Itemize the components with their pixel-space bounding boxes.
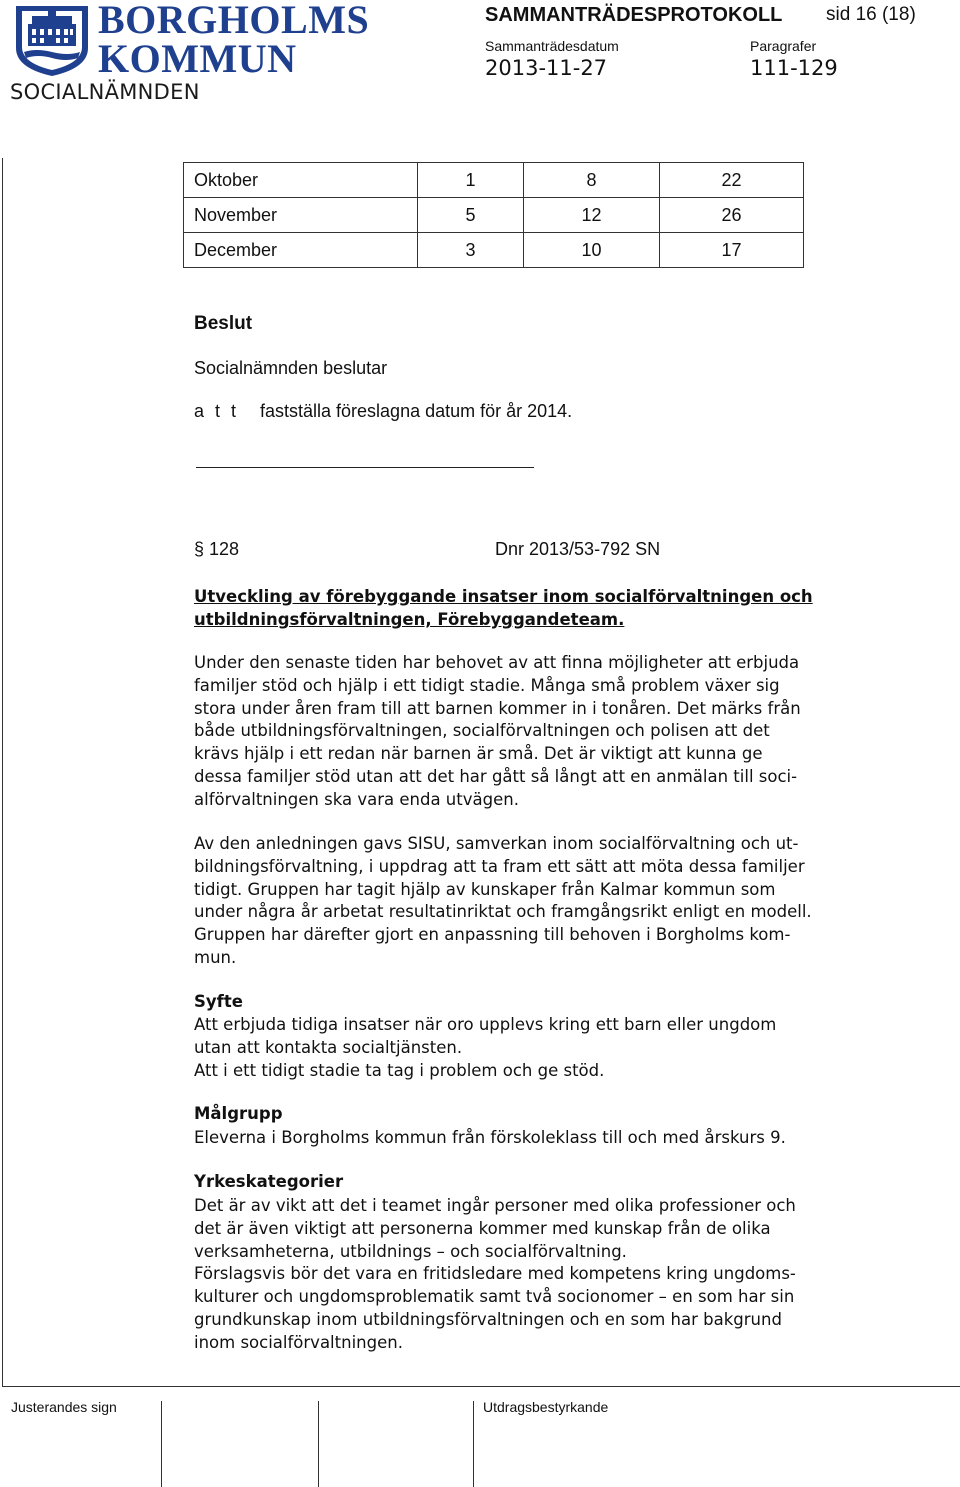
- assignment-paragraph: [194, 833, 910, 970]
- text-line: Att erbjuda tidiga insatser när oro upplevs kring ett barn eller ungdom: [194, 1015, 777, 1034]
- logo-name-line1: BORGHOLMS: [98, 0, 370, 42]
- text-line: grundkunskap inom utbildningsförvaltningen och en som har bakgrund: [194, 1309, 782, 1329]
- meeting-dates-table: [183, 162, 804, 268]
- text-line: mun.: [194, 947, 237, 967]
- text-line: familjer stöd och hjälp i ett tidigt stadie. Många små problem växer sig: [194, 675, 780, 695]
- month-cell: December: [184, 233, 418, 268]
- paragraphs-label: Paragrafer: [750, 38, 817, 54]
- page-frame-left: [2, 158, 3, 1386]
- background-paragraph: [194, 652, 910, 812]
- text-line: tidigt. Gruppen har tagit hjälp av kunskaper från Kalmar kommun som: [194, 879, 776, 899]
- meeting-date-label: Sammanträdesdatum: [485, 38, 619, 54]
- signature-field-divider: [473, 1401, 474, 1487]
- section-divider: [196, 467, 534, 468]
- decision-text: fastställa föreslagna datum för år 2014.: [260, 401, 573, 421]
- text-line: kulturer och ungdomsproblematik samt två socionomer – en som har sin: [194, 1287, 795, 1307]
- text-line: alförvaltningen ska vara enda utvägen.: [194, 789, 519, 809]
- meeting-date-value: 2013-11-27: [485, 56, 608, 80]
- text-line: Att i ett tidigt stadie ta tag i problem och ge stöd.: [194, 1060, 605, 1080]
- text-line: krävs hjälp i ett redan när barnen är små. Det är viktigt att kunna ge: [194, 744, 763, 764]
- decision-subject: Socialnämnden beslutar: [194, 358, 388, 378]
- day-cell: 22: [660, 163, 804, 198]
- page-frame-bottom: [2, 1386, 960, 1387]
- day-cell: 3: [418, 233, 524, 268]
- target-group-heading: Målgrupp: [194, 1104, 283, 1123]
- document-title: SAMMANTRÄDESPROTOKOLL: [485, 4, 783, 26]
- day-cell: 8: [524, 163, 660, 198]
- purpose-text: [194, 1014, 910, 1082]
- text-line: dessa familjer stöd utan att det har gått så långt att en anmälan till soci-: [194, 766, 798, 786]
- decision-heading: Beslut: [194, 313, 253, 334]
- text-line: under några år arbetat resultatinriktat och framgångsrikt enligt en modell.: [194, 902, 812, 922]
- page-indicator: sid 16 (18): [826, 4, 916, 25]
- signature-field-divider: [161, 1401, 162, 1487]
- text-line: både utbildningsförvaltningen, socialförvaltningen och polisen att det: [194, 721, 770, 741]
- text-line: Under den senaste tiden har behovet av att finna möjligheter att erbjuda: [194, 653, 800, 672]
- text-line: Det är av vikt att det i teamet ingår personer med olika professioner och: [194, 1196, 796, 1215]
- text-line: verksamheterna, utbildnings – och socialförvaltning.: [194, 1241, 627, 1261]
- day-cell: 17: [660, 233, 804, 268]
- department-name: SOCIALNÄMNDEN: [10, 80, 200, 104]
- text-line: bildningsförvaltning, i uppdrag att ta fram ett sätt att möta dessa familjer: [194, 856, 805, 876]
- professions-heading: Yrkeskategorier: [194, 1172, 344, 1191]
- section-title: [194, 585, 914, 631]
- municipality-logo: [6, 0, 370, 110]
- text-line: utan att kontakta socialtjänsten.: [194, 1037, 463, 1057]
- day-cell: 10: [524, 233, 660, 268]
- crest-icon: [10, 2, 94, 78]
- day-cell: 26: [660, 198, 804, 233]
- logo-name-line2: KOMMUN: [98, 36, 297, 81]
- text-line: Gruppen har därefter gjort en anpassning till behoven i Borgholms kom-: [194, 925, 791, 945]
- signature-label: Justerandes sign: [11, 1399, 117, 1415]
- month-cell: Oktober: [184, 163, 418, 198]
- table-row: [184, 233, 804, 268]
- text-line: Eleverna i Borgholms kommun från förskoleklass till och med årskurs 9.: [194, 1128, 786, 1147]
- paragraphs-value: 111-129: [750, 56, 838, 80]
- professions-text: [194, 1195, 910, 1355]
- signature-field-divider: [318, 1401, 319, 1487]
- month-cell: November: [184, 198, 418, 233]
- section-number: § 128: [194, 539, 240, 559]
- purpose-heading: Syfte: [194, 992, 243, 1011]
- text-line: stora under åren fram till att barnen kommer in i tonåren. Det märks från: [194, 698, 801, 718]
- text-line: det är även viktigt att personerna kommer med kunskap från de olika: [194, 1218, 771, 1238]
- table-row: [184, 163, 804, 198]
- text-line: Förslagsvis bör det vara en fritidsledare med kompetens kring ungdoms-: [194, 1264, 796, 1284]
- text-line: Utveckling av förebyggande insatser inom socialförvaltningen och: [194, 587, 813, 606]
- day-cell: 5: [418, 198, 524, 233]
- day-cell: 1: [418, 163, 524, 198]
- table-row: [184, 198, 804, 233]
- extract-certification-label: Utdragsbestyrkande: [483, 1399, 609, 1415]
- text-line: Av den anledningen gavs SISU, samverkan inom socialförvaltning och ut-: [194, 834, 799, 853]
- case-number: Dnr 2013/53-792 SN: [495, 539, 661, 559]
- day-cell: 12: [524, 198, 660, 233]
- text-line: inom socialförvaltningen.: [194, 1332, 403, 1352]
- target-group-text: [194, 1127, 910, 1150]
- decision-att-label: a t t: [194, 401, 240, 421]
- text-line: utbildningsförvaltningen, Förebyggandeteam.: [194, 610, 625, 629]
